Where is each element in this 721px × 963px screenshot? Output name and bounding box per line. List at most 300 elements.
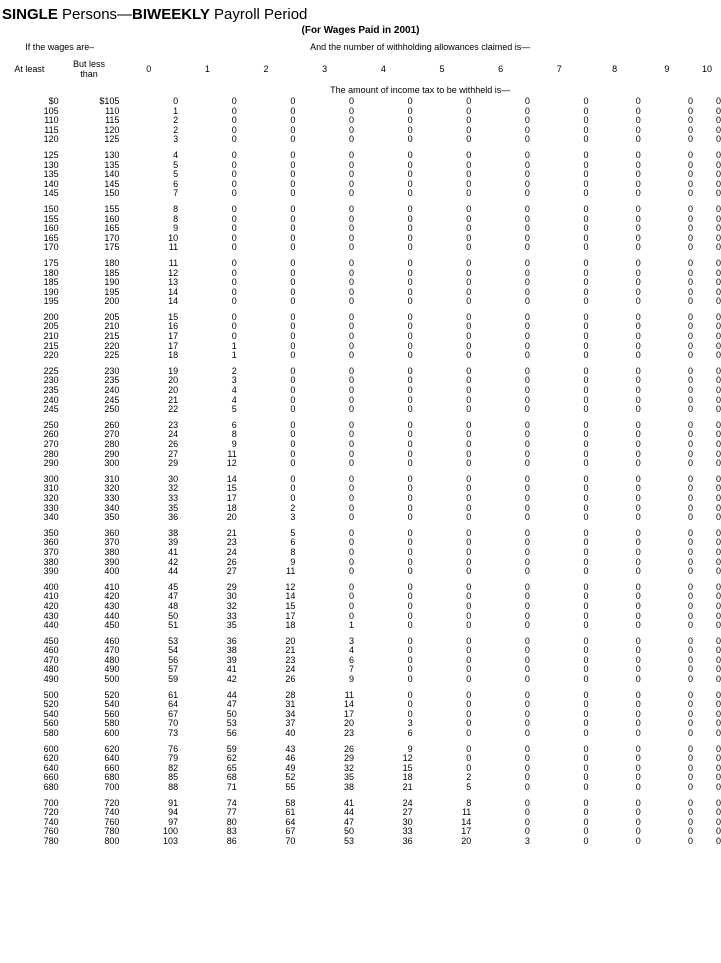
cell-withheld-5: 0: [466, 203, 472, 214]
cell-withheld-4: 0: [407, 610, 413, 621]
cell-but-less-than: 400: [104, 566, 120, 577]
cell-withheld-9: 0: [688, 213, 694, 224]
cell-withheld-5: 0: [466, 375, 472, 386]
cell-withheld-5: 0: [466, 365, 472, 376]
cell-withheld-2: 0: [290, 385, 296, 396]
cell-withheld-9: 0: [688, 331, 694, 342]
cell-withheld-0: 21: [168, 394, 179, 405]
cell-but-less-than: 270: [104, 429, 120, 440]
cell-withheld-9: 0: [688, 546, 694, 557]
cell-withheld-6: 0: [524, 753, 530, 764]
cell-withheld-4: 3: [407, 718, 413, 729]
cell-but-less-than: 165: [104, 223, 120, 234]
cell-at-least: 185: [43, 277, 59, 288]
cell-withheld-0: 2: [173, 124, 179, 135]
cell-withheld-6: 0: [524, 473, 530, 484]
cell-withheld-5: 0: [466, 753, 472, 764]
cell-withheld-8: 0: [635, 664, 641, 675]
amount-header-label: The amount of income tax to be withheld is—: [330, 85, 511, 95]
cell-withheld-3: 0: [348, 321, 354, 332]
cell-withheld-8: 0: [635, 502, 641, 513]
cell-withheld-7: 0: [583, 159, 589, 170]
cell-at-least: 115: [44, 124, 59, 135]
cell-but-less-than: 250: [104, 404, 120, 415]
cell-withheld-6: 0: [524, 708, 530, 719]
cell-withheld-10: 0: [715, 115, 721, 126]
cell-withheld-0: 47: [168, 591, 179, 602]
cell-withheld-6: 0: [524, 242, 530, 253]
cell-withheld-2: 0: [290, 492, 296, 503]
cell-withheld-0: 70: [168, 718, 179, 729]
table-row: [0, 243, 721, 253]
cell-withheld-1: 0: [231, 159, 237, 170]
cell-but-less-than: 300: [104, 458, 120, 469]
cell-withheld-0: 8: [173, 213, 179, 224]
col-header-2: 2: [263, 64, 269, 74]
cell-withheld-1: 42: [226, 674, 237, 685]
cell-withheld-0: 54: [168, 645, 179, 656]
cell-withheld-10: 0: [715, 321, 721, 332]
cell-at-least: 135: [43, 169, 59, 180]
cell-withheld-0: 56: [168, 654, 179, 665]
cell-withheld-3: 0: [348, 213, 354, 224]
cell-withheld-1: 3: [231, 375, 237, 386]
cell-at-least: 760: [43, 826, 59, 837]
cell-withheld-5: 20: [461, 835, 472, 846]
cell-withheld-8: 0: [635, 404, 641, 415]
cell-withheld-5: 0: [466, 664, 472, 675]
cell-withheld-3: 0: [348, 178, 354, 189]
cell-withheld-3: 23: [343, 728, 354, 739]
cell-at-least: 500: [43, 689, 59, 700]
cell-but-less-than: 190: [104, 277, 120, 288]
cell-withheld-7: 0: [583, 311, 589, 322]
cell-withheld-1: 0: [231, 331, 237, 342]
cell-at-least: 175: [43, 257, 59, 268]
cell-withheld-0: 103: [163, 835, 179, 846]
cell-at-least: 190: [43, 286, 59, 297]
cell-withheld-9: 0: [688, 404, 694, 415]
cell-withheld-0: 23: [168, 419, 179, 430]
cell-withheld-0: 97: [168, 816, 179, 827]
cell-withheld-3: 0: [348, 512, 354, 523]
cell-withheld-0: 16: [168, 321, 179, 332]
cell-withheld-1: 47: [226, 699, 237, 710]
cell-withheld-0: 91: [168, 797, 179, 808]
cell-withheld-7: 0: [583, 797, 589, 808]
cell-withheld-4: 0: [407, 340, 413, 351]
cell-withheld-4: 0: [407, 365, 413, 376]
cell-withheld-5: 0: [466, 134, 472, 145]
cell-withheld-10: 0: [715, 311, 721, 322]
cell-withheld-6: 0: [524, 124, 530, 135]
cell-withheld-2: 0: [290, 429, 296, 440]
cell-at-least: 300: [43, 473, 59, 484]
cell-at-least: 280: [43, 448, 59, 459]
cell-withheld-7: 0: [583, 203, 589, 214]
cell-withheld-6: 0: [524, 394, 530, 405]
cell-withheld-8: 0: [635, 718, 641, 729]
cell-withheld-3: 0: [348, 188, 354, 199]
cell-withheld-4: 0: [407, 654, 413, 665]
cell-at-least: 260: [43, 429, 59, 440]
cell-but-less-than: 135: [104, 159, 120, 170]
cell-but-less-than: 185: [104, 267, 120, 278]
cell-withheld-0: 44: [168, 566, 179, 577]
cell-withheld-9: 0: [688, 664, 694, 675]
cell-at-least: 155: [43, 213, 59, 224]
cell-but-less-than: 350: [104, 512, 120, 523]
cell-withheld-5: 0: [466, 718, 472, 729]
cell-withheld-1: 65: [226, 762, 237, 773]
cell-withheld-9: 0: [688, 223, 694, 234]
cell-withheld-7: 0: [583, 473, 589, 484]
cell-withheld-8: 0: [635, 115, 641, 126]
cell-withheld-6: 0: [524, 483, 530, 494]
cell-withheld-2: 49: [285, 762, 296, 773]
wages-header-label: If the wages are–: [25, 42, 95, 52]
cell-withheld-5: 0: [466, 124, 472, 135]
cell-withheld-0: 88: [168, 782, 179, 792]
cell-withheld-3: 14: [343, 699, 354, 710]
cell-withheld-5: 0: [466, 321, 472, 332]
cell-but-less-than: 115: [105, 115, 120, 126]
cell-withheld-5: 0: [466, 762, 472, 773]
cell-withheld-1: 0: [231, 149, 237, 160]
cell-withheld-8: 0: [635, 311, 641, 322]
cell-withheld-4: 0: [407, 458, 413, 469]
cell-withheld-6: 0: [524, 169, 530, 180]
cell-withheld-0: 5: [173, 159, 179, 170]
table-row: [0, 135, 721, 145]
cell-withheld-10: 0: [715, 159, 721, 170]
cell-at-least: 700: [43, 797, 59, 808]
cell-withheld-7: 0: [583, 483, 589, 494]
cell-withheld-0: 4: [173, 149, 179, 160]
cell-withheld-0: 24: [168, 429, 179, 440]
cell-withheld-7: 0: [583, 232, 589, 243]
cell-at-least: 660: [43, 772, 59, 783]
cell-at-least: 160: [43, 223, 59, 234]
cell-withheld-9: 0: [688, 203, 694, 214]
cell-withheld-4: 36: [402, 835, 413, 846]
cell-withheld-7: 0: [583, 664, 589, 675]
cell-withheld-5: 0: [466, 286, 472, 297]
cell-withheld-10: 0: [715, 645, 721, 656]
cell-withheld-0: 94: [168, 807, 179, 818]
cell-withheld-4: 0: [407, 620, 413, 631]
cell-withheld-8: 0: [635, 826, 641, 837]
cell-withheld-7: 0: [583, 782, 589, 792]
cell-withheld-10: 0: [715, 753, 721, 764]
cell-withheld-7: 0: [583, 566, 589, 577]
cell-but-less-than: 125: [104, 134, 120, 145]
cell-withheld-5: 0: [466, 296, 472, 307]
cell-withheld-9: 0: [688, 835, 694, 846]
cell-withheld-10: 0: [715, 340, 721, 351]
cell-at-least: 240: [43, 394, 59, 405]
cell-withheld-6: 3: [524, 835, 530, 846]
cell-withheld-9: 0: [688, 654, 694, 665]
cell-withheld-4: 0: [407, 556, 413, 567]
cell-withheld-10: 0: [715, 635, 721, 646]
cell-withheld-10: 0: [715, 502, 721, 513]
cell-withheld-8: 0: [635, 600, 641, 611]
cell-but-less-than: 245: [104, 394, 120, 405]
cell-withheld-0: 50: [168, 610, 179, 621]
cell-at-least: 420: [43, 600, 59, 611]
cell-at-least: 210: [43, 331, 59, 342]
cell-withheld-0: 14: [168, 296, 179, 307]
cell-withheld-3: 0: [348, 483, 354, 494]
cell-withheld-4: 21: [402, 782, 413, 792]
cell-withheld-9: 0: [688, 610, 694, 621]
cell-withheld-5: 0: [466, 483, 472, 494]
cell-withheld-3: 0: [348, 502, 354, 513]
cell-at-least: 320: [43, 492, 59, 503]
cell-withheld-2: 52: [285, 772, 296, 783]
cell-withheld-4: 0: [407, 492, 413, 503]
cell-but-less-than: 330: [104, 492, 120, 503]
cell-withheld-6: 0: [524, 149, 530, 160]
cell-withheld-0: 51: [168, 620, 179, 631]
cell-withheld-2: 3: [290, 512, 296, 523]
cell-withheld-10: 0: [715, 394, 721, 405]
cell-withheld-8: 0: [635, 213, 641, 224]
cell-withheld-5: 0: [466, 267, 472, 278]
cell-withheld-6: 0: [524, 203, 530, 214]
cell-withheld-10: 0: [715, 743, 721, 754]
cell-withheld-6: 0: [524, 350, 530, 361]
cell-withheld-2: 0: [290, 267, 296, 278]
cell-withheld-4: 0: [407, 527, 413, 538]
cell-withheld-7: 0: [583, 743, 589, 754]
cell-but-less-than: 520: [104, 689, 120, 700]
cell-withheld-2: 64: [285, 816, 296, 827]
cell-withheld-8: 0: [635, 654, 641, 665]
cell-but-less-than: 460: [104, 635, 120, 646]
cell-at-least: 780: [43, 835, 59, 846]
cell-withheld-2: 0: [290, 311, 296, 322]
cell-withheld-5: 0: [466, 546, 472, 557]
table-row: [0, 459, 721, 469]
cell-withheld-3: 0: [348, 267, 354, 278]
cell-withheld-8: 0: [635, 257, 641, 268]
cell-withheld-7: 0: [583, 645, 589, 656]
table-header: [0, 39, 721, 97]
cell-withheld-6: 0: [524, 546, 530, 557]
cell-withheld-10: 0: [715, 581, 721, 592]
cell-at-least: 600: [43, 743, 59, 754]
cell-withheld-9: 0: [688, 483, 694, 494]
cell-withheld-5: 0: [466, 492, 472, 503]
cell-withheld-8: 0: [635, 537, 641, 548]
cell-but-less-than: 320: [104, 483, 120, 494]
cell-withheld-9: 0: [688, 762, 694, 773]
cell-withheld-6: 0: [524, 689, 530, 700]
cell-withheld-10: 0: [715, 527, 721, 538]
cell-withheld-10: 0: [715, 331, 721, 342]
cell-withheld-0: 22: [168, 404, 179, 415]
cell-withheld-8: 0: [635, 699, 641, 710]
cell-withheld-8: 0: [635, 124, 641, 135]
cell-withheld-7: 0: [583, 699, 589, 710]
cell-withheld-0: 32: [168, 483, 179, 494]
cell-withheld-1: 83: [226, 826, 237, 837]
cell-withheld-5: 0: [466, 674, 472, 685]
cell-withheld-3: 4: [348, 645, 354, 656]
cell-withheld-7: 0: [583, 169, 589, 180]
cell-withheld-9: 0: [688, 807, 694, 818]
cell-withheld-6: 0: [524, 635, 530, 646]
cell-but-less-than: 200: [104, 296, 120, 307]
cell-withheld-1: 38: [226, 645, 237, 656]
cell-withheld-0: 18: [168, 350, 179, 361]
title-suffix: Payroll Period: [209, 6, 308, 23]
cell-withheld-5: 0: [466, 149, 472, 160]
cell-withheld-4: 0: [407, 600, 413, 611]
cell-at-least: 330: [43, 502, 59, 513]
cell-withheld-6: 0: [524, 610, 530, 621]
cell-withheld-4: 0: [407, 267, 413, 278]
cell-at-least: 720: [43, 807, 59, 818]
cell-withheld-7: 0: [583, 816, 589, 827]
cell-withheld-8: 0: [635, 772, 641, 783]
cell-withheld-4: 0: [407, 664, 413, 675]
cell-withheld-2: 0: [290, 458, 296, 469]
cell-withheld-6: 0: [524, 385, 530, 396]
cell-at-least: 140: [43, 178, 59, 189]
cell-withheld-3: 0: [348, 203, 354, 214]
cell-withheld-1: 0: [231, 105, 237, 116]
cell-but-less-than: 660: [104, 762, 120, 773]
cell-withheld-9: 0: [688, 743, 694, 754]
cell-but-less-than: 160: [104, 213, 120, 224]
cell-withheld-1: 33: [226, 610, 237, 621]
cell-withheld-9: 0: [688, 556, 694, 567]
cell-withheld-5: 0: [466, 277, 472, 288]
cell-withheld-5: 17: [461, 826, 472, 837]
cell-at-least: 410: [43, 591, 59, 602]
cell-withheld-4: 0: [407, 232, 413, 243]
cell-withheld-10: 0: [715, 365, 721, 376]
cell-withheld-5: 0: [466, 620, 472, 631]
header-row-amount: [0, 83, 721, 97]
cell-withheld-3: 0: [348, 232, 354, 243]
cell-withheld-4: 0: [407, 502, 413, 513]
cell-withheld-10: 0: [715, 473, 721, 484]
cell-at-least: 230: [43, 375, 59, 386]
cell-withheld-7: 0: [583, 188, 589, 199]
cell-withheld-1: 62: [226, 753, 237, 764]
cell-withheld-6: 0: [524, 232, 530, 243]
cell-withheld-0: 41: [168, 546, 179, 557]
cell-withheld-7: 0: [583, 375, 589, 386]
cell-withheld-5: 0: [466, 448, 472, 459]
cell-withheld-1: 0: [231, 96, 237, 106]
table-row: [0, 567, 721, 577]
cell-withheld-1: 44: [226, 689, 237, 700]
cell-withheld-6: 0: [524, 223, 530, 234]
cell-withheld-1: 0: [231, 115, 237, 126]
cell-withheld-9: 0: [688, 537, 694, 548]
cell-withheld-2: 0: [290, 331, 296, 342]
cell-withheld-0: 12: [168, 267, 179, 278]
cell-withheld-9: 0: [688, 635, 694, 646]
cell-withheld-1: 0: [231, 311, 237, 322]
cell-withheld-5: 0: [466, 96, 472, 106]
cell-withheld-2: 26: [285, 674, 296, 685]
cell-withheld-8: 0: [635, 439, 641, 449]
cell-withheld-9: 0: [688, 782, 694, 792]
cell-withheld-7: 0: [583, 728, 589, 739]
cell-at-least: 145: [43, 188, 59, 199]
cell-withheld-6: 0: [524, 340, 530, 351]
cell-withheld-7: 0: [583, 149, 589, 160]
cell-withheld-5: 0: [466, 689, 472, 700]
cell-withheld-7: 0: [583, 257, 589, 268]
cell-withheld-9: 0: [688, 242, 694, 253]
cell-withheld-5: 0: [466, 232, 472, 243]
cell-withheld-6: 0: [524, 762, 530, 773]
cell-withheld-8: 0: [635, 286, 641, 297]
cell-withheld-1: 1: [231, 350, 237, 361]
cell-withheld-1: 8: [231, 429, 237, 440]
cell-withheld-10: 0: [715, 689, 721, 700]
cell-withheld-2: 0: [290, 223, 296, 234]
cell-at-least: 350: [43, 527, 59, 538]
cell-withheld-0: 76: [168, 743, 179, 754]
cell-withheld-3: 44: [343, 807, 354, 818]
cell-withheld-5: 0: [466, 708, 472, 719]
cell-withheld-10: 0: [715, 600, 721, 611]
cell-withheld-3: 26: [343, 743, 354, 754]
cell-at-least: 235: [43, 385, 59, 396]
cell-withheld-10: 0: [715, 699, 721, 710]
cell-withheld-1: 0: [231, 203, 237, 214]
cell-withheld-3: 0: [348, 115, 354, 126]
cell-withheld-6: 0: [524, 512, 530, 523]
cell-withheld-1: 17: [226, 492, 237, 503]
cell-withheld-3: 0: [348, 473, 354, 484]
cell-withheld-6: 0: [524, 458, 530, 469]
cell-withheld-0: 59: [168, 674, 179, 685]
cell-withheld-9: 0: [688, 169, 694, 180]
cell-withheld-10: 0: [715, 782, 721, 792]
cell-withheld-10: 0: [715, 835, 721, 846]
cell-withheld-7: 0: [583, 807, 589, 818]
cell-withheld-4: 0: [407, 296, 413, 307]
cell-withheld-7: 0: [583, 502, 589, 513]
cell-withheld-9: 0: [688, 267, 694, 278]
cell-withheld-7: 0: [583, 556, 589, 567]
title-mid: Persons—: [57, 6, 133, 23]
cell-withheld-8: 0: [635, 223, 641, 234]
cell-withheld-10: 0: [715, 664, 721, 675]
cell-withheld-0: 79: [168, 753, 179, 764]
cell-withheld-9: 0: [688, 708, 694, 719]
cell-withheld-9: 0: [688, 502, 694, 513]
cell-withheld-5: 0: [466, 404, 472, 415]
cell-withheld-9: 0: [688, 645, 694, 656]
cell-withheld-7: 0: [583, 591, 589, 602]
cell-withheld-2: 0: [290, 169, 296, 180]
cell-withheld-9: 0: [688, 600, 694, 611]
cell-withheld-8: 0: [635, 188, 641, 199]
cell-withheld-6: 0: [524, 188, 530, 199]
cell-withheld-7: 0: [583, 223, 589, 234]
cell-withheld-7: 0: [583, 448, 589, 459]
